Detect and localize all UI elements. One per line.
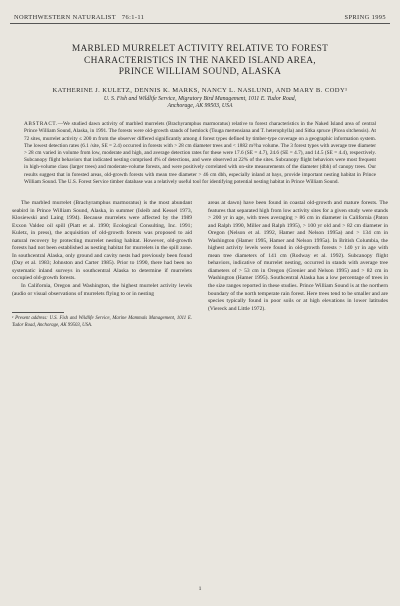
journal-issue: 76:1-11 <box>121 14 145 21</box>
journal-title: NORTHWESTERN NATURALIST <box>14 14 116 21</box>
body-paragraph: The marbled murrelet (Brachyramphus marmoratus) is the most abundant seabird in Prince William Sound, Alaska, in summer (Isleib and Kessel 1973, Klosiewski and Laing 1994). Because murrelets were affected by the 1989 Exxon Valdez oil spill (Piatt et al. 1990; Ecological Consulting, Inc. 1991; Kuletz, in press), the acquisition of old-growth forests was proposed to aid natural recovery by protecting murrelet nesting habitat. However, old-growth forests had not been established as nesting habitat for murrelets in the spill zone. In southcentral Alaska, only ground and cavity nests had previously been found (Day et al. 1983; Johnston and Carter 1985). Prior to 1990, there had been no systematic inland surveys in southcentral Alaska to determine if murrelets occupied old-growth forests. <box>12 200 192 282</box>
affiliation-line-2: Anchorage, AK 99503, USA <box>167 102 233 109</box>
title-line-2: CHARACTERISTICS IN THE NAKED ISLAND AREA, <box>84 55 316 66</box>
journal-season: SPRING 1995 <box>344 14 386 21</box>
abstract-label: ABSTRACT. <box>24 121 58 128</box>
article-title <box>24 44 376 79</box>
page-number: 1 <box>198 586 202 592</box>
footnote-divider <box>12 312 64 313</box>
body-paragraph: areas at dawn) have been found in coastal old-growth and mature forests. The features that separated high from low activity sites for a given study were stands > 200 yr in age, with trees averaging > 86 cm in diameter in California (Paton and Ralph 1990, Miller and Ralph 1995), > 100 yr old and > 82 cm diameter in Oregon (Nelson et al. 1992, Hamer and Nelson 1995a) and > 134 cm in Washington (Hamer 1995, Hamer and Nelson 1995a). In British Columbia, the highest activity levels were found in old-growth forests > 140 yr in age with mean tree diameters of 141 cm (Rodway et al. 1992). Subcanopy flight behaviors, indicative of murrelet nesting, occurred in stands with average tree diameters of > 53 cm in Oregon (Grenier and Nelson 1995) and > 82 cm in Washington (Hamer 1995). Southcentral Alaska has a low percentage of trees in the size ranges reported in these studies. Prince William Sound is at the northern boundary of the north temperate rain forest. Here trees tend to be smaller and are species typically found in poor soils or at high elevations in lower latitudes (Viereck and Little 1972). <box>208 200 388 312</box>
body-paragraph: In California, Oregon and Washington, the highest murrelet activity levels (audio or visual observations of murrelets flying to or in nesting <box>12 283 192 297</box>
author-list: KATHERINE J. KULETZ, DENNIS K. MARKS, NANCY L. NASLUND, AND MARY B. CODY¹ <box>52 86 348 94</box>
body-columns <box>12 200 388 329</box>
title-line-3: PRINCE WILLIAM SOUND, ALASKA <box>118 67 282 78</box>
right-column <box>208 200 388 329</box>
left-column <box>12 200 192 329</box>
title-line-1: MARBLED MURRELET ACTIVITY RELATIVE TO FOREST <box>71 44 329 54</box>
abstract-text: —We studied dawn activity of marbled murrelets (Brachyramphus marmoratus) relative to forest characteristics in the Naked Island area of central Prince William Sound, Alaska, in 1991. The forests were old-growth stands of hemlock (Tsuga mertensiana and T. heterophylla) and Sitka spruce (Picea sitchensis). At 72 sites, murrelet activity ≤ 200 m from the observer differed significantly among 4 forest types defined by timber-type coverage on a geographic information system. The lowest detection rates (6.1 /site, SE = 2.4) occurred in forests with > 28 cm diameter trees and < 1882 m³/ha volume. The 3 forest types with average tree diameter > 28 cm varied in volume from low, moderate and high, and average detection rates for these were 17.6 (SE = 4.7), 24.6 (SE = 4.7), and 14.5 (SE = 4.4), respectively. Subcanopy flight behaviors that indicated nesting comprised 4% of detections, and were observed at 22% of the sites. Subcanopy flight behaviors were most frequent in high-volume class (larger trees) and moderate-volume forests, and were positively correlated with on-site measurements of the diameter (dbh) of canopy trees. Our results suggest that in forested areas, old-growth forests with mean tree diameter > 46 cm dbh, especially inland at bays, provide important nesting habitat in Prince William Sound. The U.S. Forest Service timber database was a relatively useful tool for identifying potential nesting habitat in Prince William Sound. <box>24 121 376 185</box>
journal-page <box>10 6 390 594</box>
running-head <box>10 6 390 24</box>
abstract <box>24 121 376 186</box>
footnote: ¹ Present address: U.S. Fish and Wildlife Service, Marine Mammals Management, 1011 E. Tudor Road, Anchorage, AK 99503, USA. <box>12 316 192 328</box>
affiliation-line-1: U. S. Fish and Wildlife Service, Migratory Bird Management, 1011 E. Tudor Road, <box>103 95 297 102</box>
journal-name <box>14 14 144 21</box>
author-affiliation <box>40 96 360 110</box>
